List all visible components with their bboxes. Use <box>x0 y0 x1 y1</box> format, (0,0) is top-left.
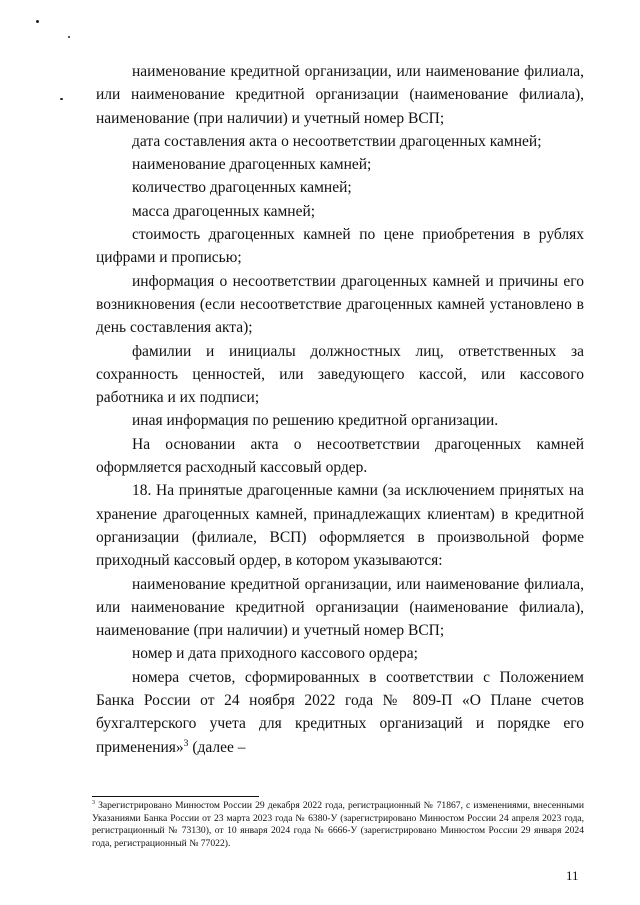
scan-speck <box>68 36 70 38</box>
footnote-divider <box>92 796 259 797</box>
paragraph-account-numbers <box>96 666 584 759</box>
paragraph-officials: фамилии и инициалы должностных лиц, ответственных за сохранность ценностей, или заведующего кассой, или кассового работника и их подписи; <box>96 342 584 407</box>
paragraph-org-name-2: наименование кредитной организации, или наименование филиала, или наименование кредитной организации (наименование филиала), наименование (при наличии) и учетный номер ВСП; <box>96 575 584 640</box>
paragraph-stones-mass: масса драгоценных камней; <box>132 202 316 220</box>
paragraph-other-info: иная информация по решению кредитной организации. <box>132 412 499 430</box>
account-numbers-tail: (далее – <box>192 738 246 756</box>
paragraph-mismatch-info: информация о несоответствии драгоценных камней и причины его возникновения (если несоответствие драгоценных камней установлено в день составления акта); <box>96 272 584 337</box>
paragraph-receipt-order: номер и дата приходного кассового ордера; <box>132 645 418 663</box>
paragraph-act-date: дата составления акта о несоответствии драгоценных камней; <box>132 132 542 150</box>
paragraph-stones-name: наименование драгоценных камней; <box>132 156 372 174</box>
paragraph-stones-cost: стоимость драгоценных камней по цене приобретения в рублях цифрами и прописью; <box>96 226 584 267</box>
footnote-marker: 3 <box>92 799 95 806</box>
paragraph-org-name: наименование кредитной организации, или наименование филиала, или наименование кредитной организации (наименование филиала), наименование (при наличии) и учетный номер ВСП; <box>96 63 584 127</box>
scan-speck <box>60 98 63 100</box>
page-number: 11 <box>566 868 579 883</box>
paragraph-item-18: 18. На принятые драгоценные камни (за исключением принятых на хранение драгоценных камней, принадлежащих клиентам) в кредитной организации (филиале, ВСП) оформляется в произвольной форме приходный кассовый ордер, в котором указываются: <box>96 482 584 570</box>
footnote-text: Зарегистрировано Минюстом России 29 декабря 2022 года, регистрационный № 71867, с изменениями, внесенными Указаниями Банка России от 23 марта 2023 года № 6380-У (зарегистрировано Минюстом России 24 апреля 2023 года, регистрационный № 73130), от 10 января 2024 года № 6666-У (зарегистрировано Минюстом России 29 января 2024 года, регистрационный № 77022). <box>92 800 584 849</box>
paragraph-expense-order: На основании акта о несоответствии драгоценных камней оформляется расходный кассовый ордер. <box>96 435 584 477</box>
body-text <box>96 60 584 759</box>
account-numbers-text: номера счетов, сформированных в соответствии с Положением Банка России от 24 ноября 2022 года № 809-П «О Плане счетов бухгалтерского учета для кредитных организаций и порядке его применения» <box>96 668 584 756</box>
footnote <box>92 800 584 850</box>
paragraph-stones-quantity: количество драгоценных камней; <box>132 179 352 197</box>
footnote-reference: 3 <box>183 737 189 749</box>
scan-speck <box>36 20 39 23</box>
